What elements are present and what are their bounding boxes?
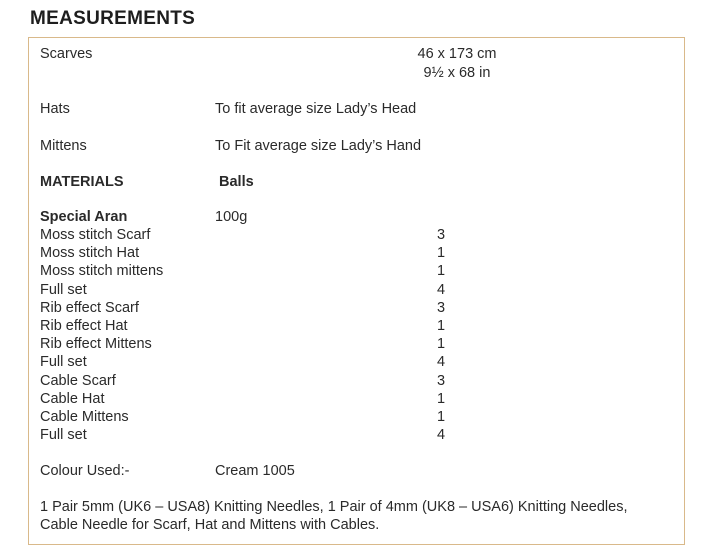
material-item-label: Moss stitch Hat	[40, 245, 140, 262]
mittens-value: To Fit average size Lady’s Hand	[215, 138, 422, 154]
material-item-balls: 3	[436, 227, 446, 243]
material-item-label: Full set	[40, 427, 87, 444]
material-item-balls: 1	[436, 263, 446, 280]
material-item-label: Rib effect Scarf	[40, 299, 139, 316]
materials-heading: MATERIALS	[40, 174, 124, 190]
material-item-label: Moss stitch Scarf	[40, 227, 151, 243]
material-item-balls: 3	[436, 372, 446, 389]
material-item-balls: 1	[436, 318, 446, 334]
material-item-balls: 1	[436, 390, 446, 407]
material-item-label: Rib effect Mittens	[40, 336, 152, 353]
needles-paragraph: 1 Pair 5mm (UK6 – USA8) Knitting Needles, 1 Pair of 4mm (UK8 – USA6) Knitting Needles, Cable Needle for Scarf, Hat and Mittens with Cables.	[40, 499, 628, 533]
page-title: MEASUREMENTS	[30, 8, 196, 29]
yarn-weight: 100g	[215, 209, 248, 225]
scarves-metric: 46 x 173 cm	[417, 46, 497, 62]
material-item-label: Rib effect Hat	[40, 318, 128, 334]
scarves-imperial: 9½ x 68 in	[423, 65, 491, 81]
scarves-label: Scarves	[40, 46, 93, 62]
material-item-label: Full set	[40, 281, 87, 298]
material-item-balls: 4	[436, 281, 446, 298]
yarn-name: Special Aran	[40, 209, 128, 225]
material-item-balls: 1	[436, 336, 446, 353]
colour-label: Colour Used:-	[40, 463, 130, 479]
material-item-balls: 4	[436, 354, 446, 371]
material-item-label: Cable Mittens	[40, 409, 129, 425]
material-item-balls: 1	[436, 245, 446, 262]
material-item-label: Full set	[40, 354, 87, 371]
material-item-balls: 4	[436, 427, 446, 444]
material-item-balls: 3	[436, 299, 446, 316]
hats-value: To fit average size Lady’s Head	[215, 101, 417, 117]
balls-heading: Balls	[219, 174, 254, 190]
material-item-label: Moss stitch mittens	[40, 263, 164, 280]
colour-value: Cream 1005	[215, 463, 295, 479]
mittens-label: Mittens	[40, 138, 87, 154]
material-item-balls: 1	[436, 409, 446, 425]
hats-label: Hats	[40, 101, 70, 117]
material-item-label: Cable Scarf	[40, 372, 116, 389]
material-item-label: Cable Hat	[40, 390, 105, 407]
